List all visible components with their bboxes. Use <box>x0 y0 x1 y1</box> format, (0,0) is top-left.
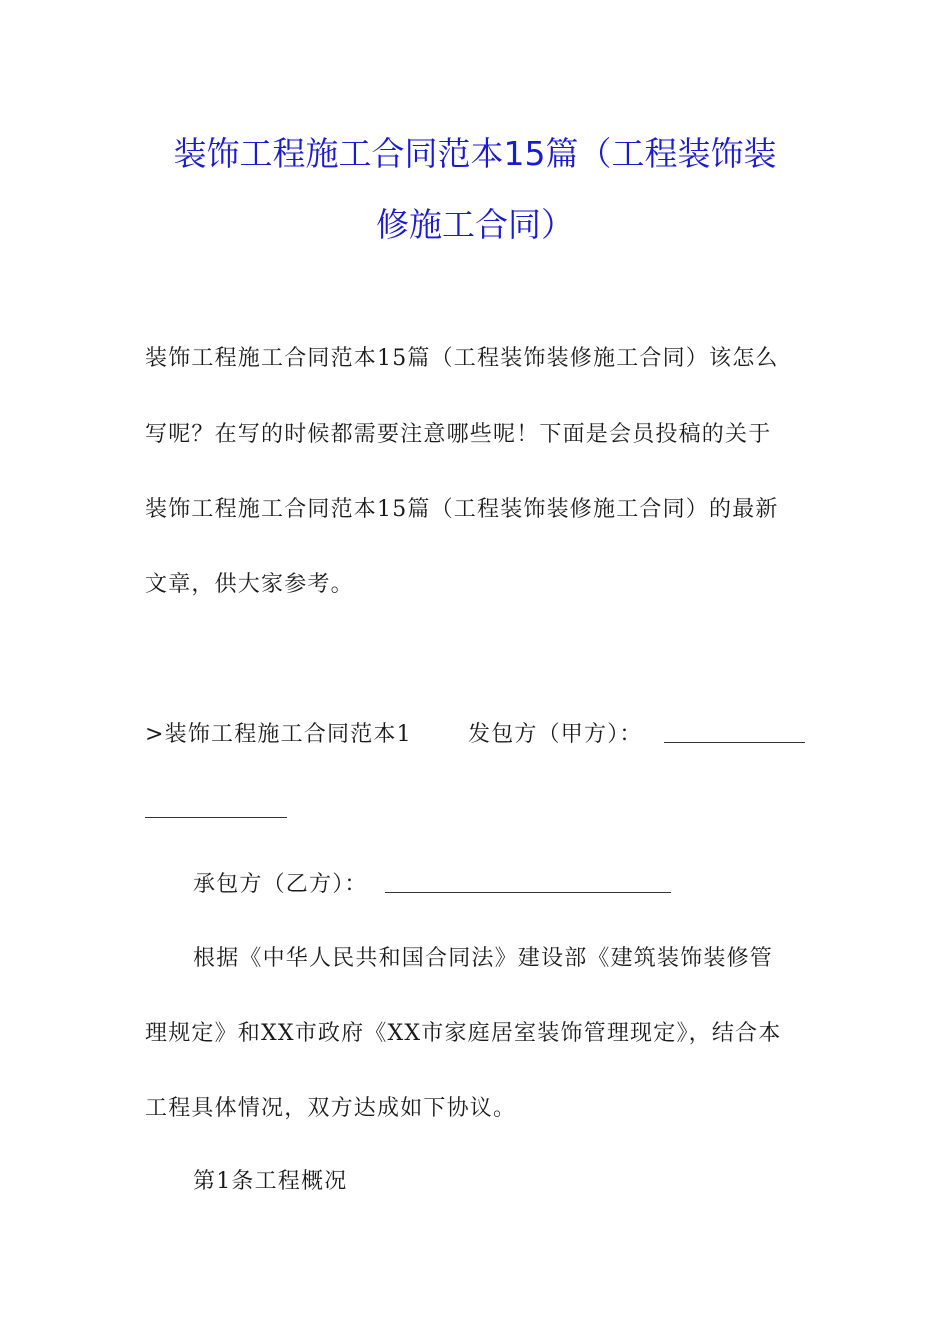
basis-line-1: 根据《中华人民共和国合同法》建设部《建筑装饰装修管 <box>193 946 774 971</box>
intro-line-1: 装饰工程施工合同范本15篇（工程装饰装修施工合同）该怎么 <box>145 346 779 371</box>
basis-line-2: 理规定》和XX市政府《XX市家庭居室装饰管理现定》，结合本 <box>145 1021 782 1046</box>
party-b-blank-line <box>385 892 671 893</box>
party-a-label: 发包方（甲方）： <box>468 722 643 747</box>
document-title-line-2: 修施工合同） <box>376 205 574 244</box>
party-a-blank-line-continued <box>145 817 287 818</box>
intro-line-3: 装饰工程施工合同范本15篇（工程装饰装修施工合同）的最新 <box>145 497 779 522</box>
basis-line-3: 工程具体情况，双方达成如下协议。 <box>145 1096 517 1121</box>
intro-line-4: 文章，供大家参考。 <box>145 572 354 597</box>
party-a-blank-line <box>664 742 805 743</box>
intro-line-2: 写呢？在写的时候都需要注意哪些呢！下面是会员投稿的关于 <box>145 422 772 447</box>
article-1-heading: 第1条工程概况 <box>193 1169 348 1194</box>
contract-heading: >装饰工程施工合同范本1 <box>145 722 412 747</box>
party-b-label: 承包方（乙方）： <box>193 872 368 897</box>
document-title-line-1: 装饰工程施工合同范本15篇（工程装饰装 <box>173 134 777 173</box>
